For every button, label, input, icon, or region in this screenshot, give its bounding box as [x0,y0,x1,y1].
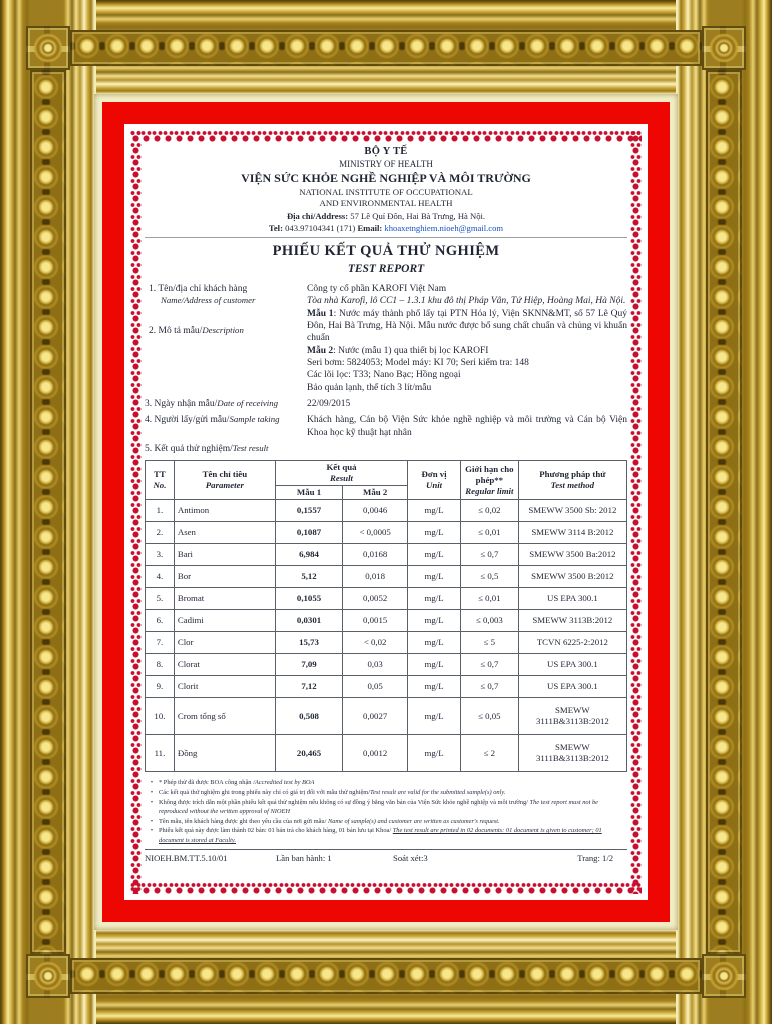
receiving-date-label-en: Date of receiving [217,397,279,408]
cell-parameter: Antimon [174,500,275,522]
customer-label [149,283,303,307]
table-row [146,676,627,698]
bullet-icon: • [150,798,154,806]
ministry-name-vi: BỘ Y TẾ [364,146,408,157]
filter-cartridges-line: Các lõi lọc: T33; Nano Bạc; Hồng ngoại [307,370,461,381]
sample2-text: : Nước (mẫu 1) qua thiết bị lọc KAROFI [333,345,489,356]
cell-limit: ≤ 2 [461,735,519,772]
cell-sample1: 0,508 [275,698,342,735]
sample-taker-label-en: Sample taking [229,414,280,425]
test-result-value-empty [307,443,627,455]
customer-address: Tòa nhà Karofi, lô CC1 – 1.3.1 khu đô thị Pháp Vân, Tứ Hiệp, Hoàng Mai, Hà Nội. [307,296,626,307]
cell-limit: ≤ 0,05 [461,698,519,735]
cell-sample1: 7,12 [275,676,342,698]
ornament-border-right [630,130,642,894]
table-row [146,588,627,610]
review-number: Soát xét:3 [393,852,428,863]
table-row [146,522,627,544]
cell-method: SMEWW 3500 B:2012 [518,566,626,588]
cell-parameter: Asen [174,522,275,544]
cell-sample2: 0,0046 [343,500,408,522]
test-result-row [145,443,627,455]
cell-parameter: Bari [174,544,275,566]
cell-method: SMEWW 3500 Sb: 2012 [518,500,626,522]
cell-sample1: 15,73 [275,632,342,654]
cell-unit: mg/L [408,566,461,588]
cell-method: US EPA 300.1 [518,654,626,676]
frame-corner-rosette [702,26,746,70]
document-meta-row [145,849,627,864]
cell-unit: mg/L [408,632,461,654]
cell-sample1: 5,12 [275,566,342,588]
col-header-limit: Giới hạn cho phép** Regular limit [461,461,519,500]
cell-unit: mg/L [408,610,461,632]
cell-parameter: Bor [174,566,275,588]
sample-taker-label [145,414,303,439]
cell-unit: mg/L [408,698,461,735]
cell-sample2: < 0,0005 [343,522,408,544]
cell-sample2: 0,0168 [343,544,408,566]
receiving-date-value: 22/09/2015 [307,398,351,409]
table-row [146,566,627,588]
frame-corner-rosette [26,954,70,998]
cell-method: US EPA 300.1 [518,588,626,610]
table-row [146,544,627,566]
cell-unit: mg/L [408,654,461,676]
sample-taker-value: Khách hàng, Cán bộ Viện Sức khỏe nghề nghiệp và môi trường và Cán bộ Viện Khoa học kỹ thuật hạt nhân [307,415,627,438]
cell-limit: ≤ 0,01 [461,522,519,544]
cell-no: 5. [146,588,175,610]
table-row [146,735,627,772]
cell-method: US EPA 300.1 [518,676,626,698]
tel-label: Tel: [268,222,283,233]
cell-sample2: 0,05 [343,676,408,698]
sample1-label: Mẫu 1 [307,308,334,319]
table-row [146,654,627,676]
footnote: • Phiếu kết quả này được làm thành 02 bản: 01 bản trả cho khách hàng, 01 bản lưu tại Khoa/ The test result are printed in 02 documents: 01 document is given to customer; 01 document is stored at Faculty. [145,826,627,845]
cell-sample2: 0,03 [343,654,408,676]
cell-sample2: 0,018 [343,566,408,588]
col-header-parameter: Tên chỉ tiêu Parameter [174,461,275,500]
cell-sample1: 0,1557 [275,500,342,522]
results-table [145,460,627,772]
sample2-label: Mẫu 2 [307,345,334,356]
cell-method: SMEWW 3113B:2012 [518,610,626,632]
customer-name: Công ty cổ phần KAROFI Việt Nam [307,283,447,294]
institute-name-vi: VIỆN SỨC KHỎE NGHỀ NGHIỆP VÀ MÔI TRƯỜNG [241,171,531,186]
test-result-label [145,443,303,455]
ministry-name-en: MINISTRY OF HEALTH [339,158,433,169]
frame-guilloche-left [30,70,66,954]
cell-sample2: < 0,02 [343,632,408,654]
cell-limit: ≤ 0,003 [461,610,519,632]
cell-method: SMEWW 3114 B:2012 [518,522,626,544]
cell-no: 2. [146,522,175,544]
serial-line: Seri bơm: 5824053; Model máy: KI 70; Seri kiểm tra: 148 [307,357,529,368]
cell-no: 6. [146,610,175,632]
cell-unit: mg/L [408,500,461,522]
page-number: Trang: 1/2 [577,852,613,863]
cell-method: TCVN 6225-2:2012 [518,632,626,654]
cell-sample2: 0,0052 [343,588,408,610]
frame-guilloche-top [70,30,702,66]
info-section [145,283,627,394]
issue-number: Lần ban hành: 1 [276,852,332,863]
report-title-en: TEST REPORT [347,262,425,275]
col-header-result: Kết quả Result [275,461,407,486]
bullet-icon: • [150,788,154,796]
cell-no: 3. [146,544,175,566]
test-result-label-en: Test result [232,443,269,454]
cell-sample1: 0,1055 [275,588,342,610]
footnote: • Các kết quả thử nghiệm ghi trong phiếu này chỉ có giá trị đối với mẫu thử nghiệm/Test result are valid for the submitted sample(s) only. [145,788,627,798]
cell-no: 11. [146,735,175,772]
cell-sample2: 0,0027 [343,698,408,735]
frame-guilloche-bottom [70,958,702,994]
email-label: Email: [357,222,383,233]
institute-name-en-line1: NATIONAL INSTITUTE OF OCCUPATIONAL [299,186,473,197]
bullet-icon: • [150,827,154,835]
document-page [145,145,627,879]
cell-limit: ≤ 5 [461,632,519,654]
table-row [146,632,627,654]
col-header-sample2: Mẫu 2 [343,486,408,500]
col-header-no: TT No. [146,461,175,500]
cell-unit: mg/L [408,735,461,772]
doc-code: NIOEH.BM.TT.5.10/01 [145,852,228,863]
cell-no: 8. [146,654,175,676]
receiving-date-label [145,398,303,410]
cell-parameter: Clorit [174,676,275,698]
cell-unit: mg/L [408,544,461,566]
table-row [146,698,627,735]
cell-parameter: Cadimi [174,610,275,632]
cell-method: SMEWW 3111B&3113B:2012 [518,698,626,735]
receiving-date-label-vi: 3. Ngày nhận mẫu/ [145,398,218,409]
cell-parameter: Clor [174,632,275,654]
cell-sample1: 7,09 [275,654,342,676]
cell-unit: mg/L [408,588,461,610]
cell-limit: ≤ 0,7 [461,676,519,698]
footnotes-section [145,778,627,845]
report-title-vi: PHIẾU KẾT QUẢ THỬ NGHIỆM [272,243,500,260]
cell-limit: ≤ 0,5 [461,566,519,588]
description-label-vi: 2. Mô tả mẫu/ [149,325,203,336]
ornament-border-top [130,130,642,142]
sample1-description [307,308,627,345]
sample-taker-label-vi: 4. Người lấy/gửi mẫu/ [145,415,230,426]
cell-no: 10. [146,698,175,735]
cell-no: 9. [146,676,175,698]
sample1-text: : Nước máy thành phố lấy tại PTN Hóa lý, Viện SKNN&MT, số 57 Lê Quý Đôn, Hai Bà Trưng, Hà Nội. Mẫu nước được bổ sung chất chuẩn và chủng vi khuẩn chuẩn [307,308,628,344]
cell-limit: ≤ 0,01 [461,588,519,610]
bullet-icon: • [150,779,154,787]
cell-parameter: Bromat [174,588,275,610]
bullet-icon: • [150,817,154,825]
table-row [146,500,627,522]
ornament-border-bottom [130,882,642,894]
cell-method: SMEWW 3111B&3113B:2012 [518,735,626,772]
email-value: khoaxetnghiem.nioeh@gmail.com [384,222,504,233]
sample2-description [307,345,627,357]
cell-no: 7. [146,632,175,654]
col-header-sample1: Mẫu 1 [275,486,342,500]
cell-unit: mg/L [408,676,461,698]
address-line [145,211,627,222]
cell-parameter: Đồng [174,735,275,772]
footnote: • Không được trích dẫn một phần phiếu kết quả thử nghiệm nếu không có sự đồng ý bằng văn bản của Viện Sức khỏe nghề nghiệp và môi trường/ The test report must not be reproduced without the written approval of NIOEH [145,798,627,817]
cell-parameter: Clorat [174,654,275,676]
cell-no: 1. [146,500,175,522]
storage-line: Bảo quản lạnh, thể tích 3 lít/mẫu [307,382,432,393]
info-labels-1-2 [145,283,303,394]
address-label: Địa chỉ/Address: [286,210,349,221]
cell-parameter: Crom tổng số [174,698,275,735]
col-header-unit: Đơn vị Unit [408,461,461,500]
contact-line [145,223,627,234]
cell-sample1: 0,1087 [275,522,342,544]
header-divider [145,237,627,238]
tel-value: 043.97104341 (171) [285,222,356,233]
cell-sample2: 0,0015 [343,610,408,632]
footnote: • * Phép thử đã được BOA công nhận /Accredited test by BOA [145,778,627,788]
frame-corner-rosette [702,954,746,998]
cell-sample1: 20,465 [275,735,342,772]
description-label-en: Description [202,324,244,335]
cell-sample1: 0,0301 [275,610,342,632]
description-label [149,325,303,337]
results-table-header [146,461,627,500]
frame-guilloche-right [706,70,742,954]
test-result-label-vi: 5. Kết quả thử nghiệm/ [145,444,233,455]
cell-no: 4. [146,566,175,588]
sample-taker-row [145,414,627,439]
address-value: 57 Lê Quí Đôn, Hai Bà Trưng, Hà Nội. [350,210,486,221]
cell-limit: ≤ 0,7 [461,654,519,676]
footnote: • Tên mẫu, tên khách hàng được ghi theo yêu cầu của nơi gửi mẫu/ Name of sample(s) and customer are written as customer's request. [145,817,627,827]
cell-sample1: 6,984 [275,544,342,566]
table-row [146,610,627,632]
institute-name-en-line2: AND ENVIRONMENTAL HEALTH [319,198,453,209]
customer-label-en: Name/Address of customer [161,295,256,306]
cell-limit: ≤ 0,02 [461,500,519,522]
cell-method: SMEWW 3500 Ba:2012 [518,544,626,566]
cell-limit: ≤ 0,7 [461,544,519,566]
info-values-1-2 [307,283,627,394]
cell-unit: mg/L [408,522,461,544]
frame-corner-rosette [26,26,70,70]
customer-label-vi: 1. Tên/địa chỉ khách hàng [149,283,248,294]
receiving-date-row [145,398,627,410]
cell-sample2: 0,0012 [343,735,408,772]
col-header-method: Phương pháp thử Test method [518,461,626,500]
ornament-border-left [130,130,142,894]
